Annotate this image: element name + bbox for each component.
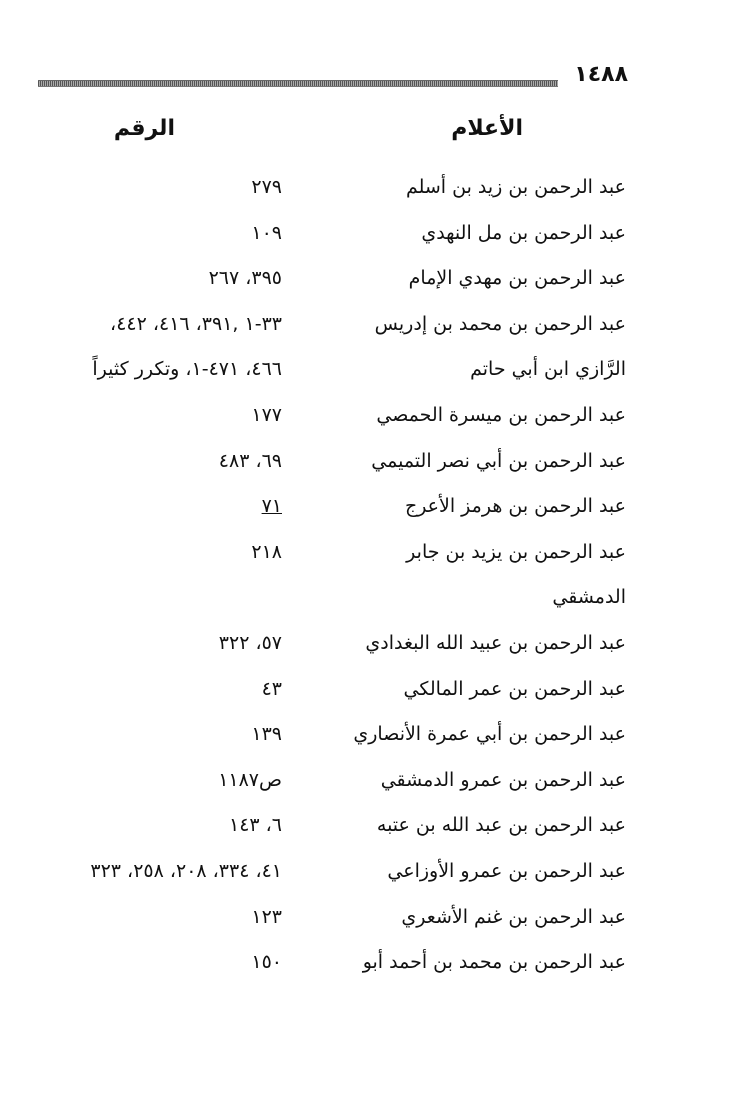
list-item	[0, 394, 747, 440]
list-item	[0, 759, 747, 805]
entry-numbers: ١٠٩	[251, 221, 282, 244]
entry-name: عبد الرحمن بن عمرو الأوزاعي	[387, 859, 626, 882]
entry-name: عبد الرحمن بن يزيد بن جابر	[406, 540, 626, 563]
entry-numbers: ص١١٨٧	[218, 768, 282, 791]
entry-numbers: ٥٧، ٣٢٢	[218, 631, 282, 654]
entry-numbers: ٤١، ٣٣٤، ٢٠٨، ٢٥٨، ٣٢٣	[90, 859, 282, 882]
list-item	[0, 303, 747, 349]
column-header-names: الأعلام	[451, 116, 523, 141]
list-item	[0, 440, 747, 486]
list-item	[0, 941, 747, 987]
entry-numbers: ١٣٩	[251, 723, 282, 746]
entry-numbers: ٧١	[261, 495, 282, 518]
list-item	[0, 576, 747, 622]
entry-numbers: ٤٣	[261, 677, 282, 700]
entry-name: عبد الرحمن بن عمرو الدمشقي	[380, 768, 626, 791]
entry-numbers: ٢١٨	[251, 540, 282, 563]
list-item	[0, 622, 747, 668]
entry-numbers: ٣٣-١ ,٣٩١، ٤١٦، ٤٤٢،	[110, 312, 282, 335]
list-item	[0, 668, 747, 714]
entry-name: عبد الرحمن بن أبي نصر التميمي	[371, 449, 626, 472]
entry-numbers: ٢٧٩	[251, 176, 282, 198]
entry-name: عبد الرحمن بن ميسرة الحمصي	[376, 403, 626, 426]
entry-numbers: ٦، ١٤٣	[228, 814, 282, 837]
entry-numbers: ٣٩٥، ٢٦٧	[208, 267, 282, 290]
entry-name: عبد الرحمن بن عبيد الله البغدادي	[365, 631, 626, 654]
entry-name: الدمشقي	[552, 586, 626, 609]
entry-name: عبد الرحمن بن عبد الله بن عتبه	[376, 814, 626, 837]
entry-numbers: ١٥٠	[251, 951, 282, 974]
entry-numbers: ١٧٧	[251, 403, 282, 426]
list-item	[0, 257, 747, 303]
entry-name: عبد الرحمن بن مهدي الإمام	[408, 267, 626, 290]
entry-numbers: ٤٦٦، ٤٧١-١، وتكرر كثيراً	[92, 358, 282, 381]
list-item	[0, 166, 747, 212]
column-header-numbers: الرقم	[113, 116, 175, 141]
entry-name: عبد الرحمن بن زيد بن أسلم	[405, 176, 626, 198]
list-item	[0, 896, 747, 942]
list-item	[0, 485, 747, 531]
entry-name: الرَّازي ابن أبي حاتم	[470, 358, 626, 381]
list-item	[0, 348, 747, 394]
entry-name: عبد الرحمن بن هرمز الأعرج	[404, 495, 626, 518]
entry-numbers: ٦٩، ٤٨٣	[218, 449, 282, 472]
list-item	[0, 804, 747, 850]
entry-numbers: ١٢٣	[251, 905, 282, 928]
list-item	[0, 713, 747, 759]
list-item	[0, 212, 747, 258]
page-number: ١٤٨٨	[574, 62, 628, 87]
list-item	[0, 531, 747, 577]
entry-name: عبد الرحمن بن مل النهدي	[421, 221, 626, 244]
entry-name: عبد الرحمن بن أبي عمرة الأنصاري	[353, 723, 626, 746]
index-list	[0, 166, 747, 987]
header-rule	[38, 80, 558, 87]
entry-name: عبد الرحمن بن محمد بن أحمد أبو	[362, 951, 626, 974]
list-item	[0, 850, 747, 896]
entry-name: عبد الرحمن بن محمد بن إدريس	[374, 312, 626, 335]
entry-name: عبد الرحمن بن عمر المالكي	[403, 677, 626, 700]
entry-name: عبد الرحمن بن غنم الأشعري	[401, 905, 626, 928]
